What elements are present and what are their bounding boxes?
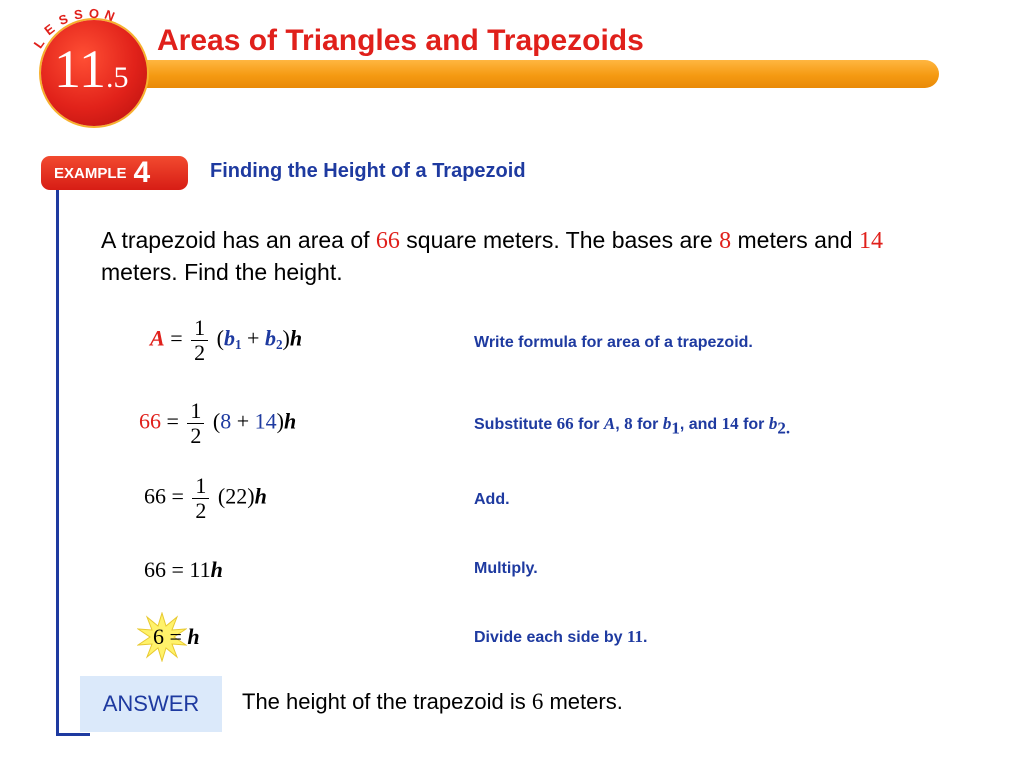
step-2-equation: 66 = $\frac{1}{2}$ (8 + 14)h	[139, 398, 297, 448]
lesson-title: Areas of Triangles and Trapezoids	[157, 24, 644, 57]
example-number: 4	[133, 156, 151, 189]
example-label: EXAMPLE	[54, 164, 127, 182]
step-4-note: Multiply.	[474, 560, 538, 577]
lesson-letter: E	[41, 20, 58, 39]
example-bracket-line	[56, 188, 59, 736]
header-bar	[75, 60, 939, 88]
lesson-number: 11.5	[54, 39, 129, 99]
lesson-letter: O	[88, 5, 101, 22]
example-badge	[41, 156, 188, 190]
step-1-note: Write formula for area of a trapezoid.	[474, 334, 753, 351]
lesson-letter: N	[102, 6, 117, 25]
step-3-equation: 66 = $\frac{1}{2}$ (22)h	[144, 473, 267, 523]
lesson-letter: L	[30, 35, 48, 52]
problem-statement: A trapezoid has an area of 66 square meters. The bases are 8 meters and 14 meters. Find the height.	[101, 227, 883, 285]
step-4-equation: 66 = 11h	[144, 557, 223, 582]
step-5-equation: 6 = h	[153, 624, 200, 649]
lesson-letter: S	[56, 10, 70, 29]
example-bracket-foot	[56, 733, 90, 736]
step-3-note: Add.	[474, 491, 510, 508]
example-title: Finding the Height of a Trapezoid	[210, 160, 526, 182]
answer-text: The height of the trapezoid is 6 meters.	[242, 689, 623, 714]
step-1-equation: A = $\frac{1}{2}$ $(b_1 + b_2)h$	[150, 315, 303, 365]
lesson-letter: S	[73, 6, 84, 23]
step-2-note: Substitute 66 for A, 8 for $b_1$, and 14 for $b_{2.}$	[474, 414, 791, 438]
answer-label: ANSWER	[80, 676, 222, 732]
step-5-note: Divide each side by 11.	[474, 627, 648, 646]
